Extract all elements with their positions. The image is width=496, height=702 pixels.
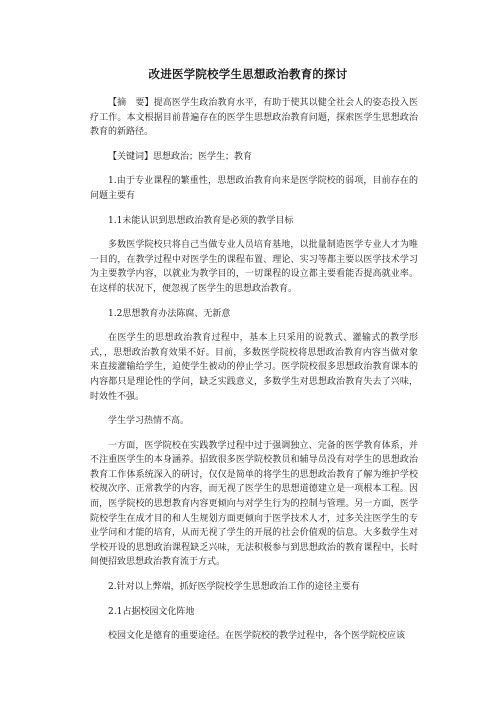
section-1-2-heading: 1.2思想教育办法陈腐、无新意: [108, 308, 231, 319]
section-1-1-heading: 1.1未能认识到思想政治教育是必须的教学目标: [108, 215, 294, 226]
section-1-heading: 1.由于专业课程的繁重性，思想政治教育向来是医学院校的弱项，目前存在的问题主要有: [90, 176, 418, 201]
document-title: 改进医学院校学生思想政治教育的探讨: [148, 67, 348, 81]
section-2-heading: 2.针对以上弊端，抓好医学院校学生思想政治工作的途径主要有: [108, 582, 360, 593]
keywords-paragraph: 【关键词】思想政治；医学生；教育: [108, 151, 253, 162]
body-paragraph: 校园文化是德育的重要途径。在医学院校的教学过程中，各个医学院校应该: [108, 631, 406, 642]
body-paragraph: 在医学生的思想政治教育过程中，基本上只采用的说教式、灌输式的教学形式，，思想政治教育效果不好。目前，多数医学院校将思想政治教育内容当做对象来直接灌输给学生，迫使学生被动的停止学习。医学院校很多思想政治教育课本的内容都只是理论性的学问，缺乏实践意义，多数学生对思想政治教育失去了兴味，时效性不强。: [90, 333, 418, 402]
body-paragraph: 多数医学院校只将自己当做专业人员培育基地，以批量制造医学专业人才为唯一目的，在教学过程中对医学生的课程布置、理论、实习等都主要以医学技术学习为主要教学内容，以就业为教学目的，一切课程的设立都主要看能否提高就业率。在这样的状况下，便忽视了医学生的思想政治教育。: [90, 240, 418, 294]
body-paragraph: 学生学习热情不高。: [108, 416, 190, 427]
section-2-1-heading: 2.1占据校园文化阵地: [108, 606, 195, 617]
document-body: [90, 96, 418, 654]
body-paragraph: 一方面，医学院校在实践教学过程中过于强调独立、完备的医学教育体系，并不注重医学生的本身涵养。招致很多医学院校教员和辅导员没有对学生的思想政治教育工作体系统深入的研讨，仅仅是简单的将学生的思想政治教育了解为维护学校校规次序、正常教学的内容，而无视了医学生的思想道德建立是一项根本工程。因而，医学院校的思想教育内容更倾向与对学生行为的控制与管理。另一方面，医学院校学生在成才目的和人生规划方面更倾向于医学技术人才，过多关注医学生的专业学问和才能的培育，从而无视了学生的开展的社会价值观的信息。大多数学生对学校开设的思想政治课程缺乏兴味，无法积极参与到思想政治的教育课程中，长时间便招致思想政治教育流于方式。: [90, 440, 418, 568]
abstract-paragraph: 【摘 要】提高医学生政治教育水平，有助于使其以健全社会人的姿态投入医疗工作。本文根据目前普遍存在的医学生思想政治教育问题，探索医学生思想政治教育的新路径。: [90, 98, 418, 138]
